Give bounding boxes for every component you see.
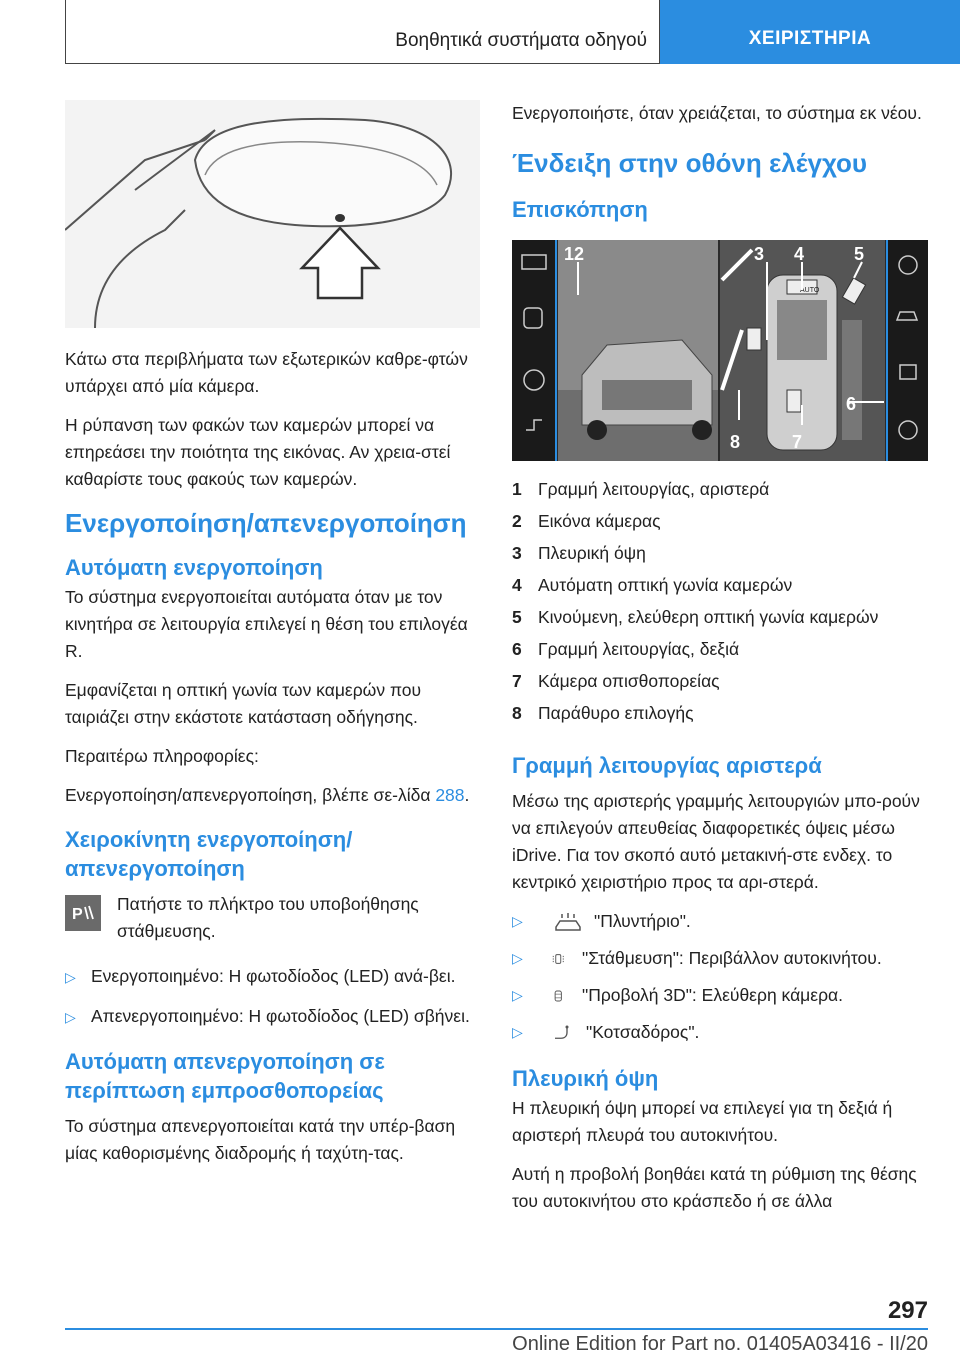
parking-view-icon (552, 948, 572, 970)
more-info-text: Περαιτέρω πληροφορίες: (65, 746, 259, 766)
bullet-deactivated: ▷ Απενεργοποιημένο: Η φωτοδίοδος (LED) σβήνει. (65, 1003, 480, 1031)
header-chapter-tab: ΧΕΙΡΙΣΤΗΡΙΑ (660, 0, 960, 64)
screen-label-4: 4 (794, 244, 805, 264)
parking-button-text: Πατήστε το πλήκτρο του υποβοήθησης στάθμευσης. (117, 894, 419, 941)
mirror-camera-text: Κάτω στα περιβλήματα των εξωτερικών καθρε-φτών υπάρχει από μία κάμερα. (65, 349, 468, 396)
legend-item: 4 Αυτόματη οπτική γωνία καμερών (512, 575, 793, 595)
heading-activation: Ενεργοποίηση/απενεργοποίηση (65, 508, 467, 538)
3d-view-icon (552, 985, 572, 1007)
bullet-triangle-icon: ▷ (512, 1024, 523, 1040)
screen-label-6: 6 (846, 394, 857, 414)
control-display-figure (512, 240, 928, 461)
legend-item: 6 Γραμμή λειτουργίας, δεξιά (512, 639, 740, 659)
heading-display: Ένδειξη στην οθόνη ελέγχου (512, 148, 868, 178)
lens-dirt-text: Η ρύπανση των φακών των καμερών μπορεί να επηρεάσει την ποιότητα της εικόνας. Αν χρεια-στεί καθαρίστε τους φακούς των καμερών. (65, 415, 451, 489)
bullet-activated: ▷ Ενεργοποιημένο: Η φωτοδίοδος (LED) ανά-βει. (65, 963, 480, 991)
option-trailer-hitch: ▷ "Κοτσαδόρος". (512, 1019, 928, 1046)
footer-edition: Online Edition for Part no. 01405A03416 - II/20 (512, 1333, 928, 1355)
legend-item: 3 Πλευρική όψη (512, 543, 646, 563)
side-view-purpose-text: Αυτή η προβολή βοηθάει κατά τη ρύθμιση της θέσης του αυτοκινήτου στο κράσπεδο ή σε άλλα (512, 1164, 917, 1211)
heading-side-view: Πλευρική όψη (512, 1066, 659, 1091)
header-section-title: Βοηθητικά συστήματα οδηγού (395, 30, 647, 51)
screen-label-7: 7 (792, 432, 803, 452)
option-parking: ▷ "Στάθμευση": Περιβάλλον αυτοκινήτου. (512, 945, 928, 972)
page-header (65, 0, 960, 64)
left-column (65, 100, 480, 1179)
page-link-288[interactable]: 288 (435, 785, 465, 805)
see-page-text: Ενεργοποίηση/απενεργοποίηση, βλέπε σε-λίδα 288. (65, 785, 470, 805)
legend-item: 2 Εικόνα κάμερας (512, 511, 661, 531)
legend-item: 8 Παράθυρο επιλογής (512, 703, 694, 723)
auto-activation-text: Το σύστημα ενεργοποιείται αυτόματα όταν με τον κινητήρα σε λειτουργία επιλεγεί η θέση του επιλογέα R. (65, 587, 468, 661)
heading-overview: Επισκόπηση (512, 197, 648, 222)
option-car-wash: ▷ "Πλυντήριο". (512, 908, 928, 935)
screen-label-2: 2 (574, 244, 585, 264)
page-number: 297 (887, 1297, 928, 1324)
camera-angle-text: Εμφανίζεται η οπτική γωνία των καμερών που ταιριάζει στην εκάστοτε κατάσταση οδήγησης. (65, 680, 422, 727)
bullet-triangle-icon: ▷ (512, 950, 523, 966)
heading-auto-deactivation: Αυτόματη απενεργοποίηση σε περίπτωση εμπροσθοπορείας (65, 1049, 385, 1103)
legend-item: 7 Κάμερα οπισθοπορείας (512, 671, 720, 691)
parking-assist-button-icon (65, 895, 101, 931)
control-display-illustration (512, 240, 928, 461)
trailer-hitch-icon (552, 1022, 576, 1044)
screen-label-5: 5 (854, 244, 865, 264)
legend-item: 5 Κινούμενη, ελεύθερη οπτική γωνία καμερών (512, 607, 879, 627)
svg-text:P: P (72, 906, 83, 923)
heading-manual-activation: Χειροκίνητη ενεργοποίηση/ απενεργοποίηση (65, 827, 353, 881)
auto-deactivation-text: Το σύστημα απενεργοποιείται κατά την υπέρ-βαση μίας καθορισμένης διαδρομής ή ταχύτη-τας. (65, 1116, 456, 1163)
bullet-triangle-icon: ▷ (65, 969, 76, 985)
footer-divider (65, 1328, 928, 1330)
header-section-box (65, 0, 660, 64)
screen-label-1: 1 (564, 244, 575, 264)
display-legend (512, 473, 928, 729)
screen-label-3: 3 (754, 244, 765, 264)
bullet-triangle-icon: ▷ (65, 1009, 76, 1025)
bullet-triangle-icon: ▷ (512, 913, 523, 929)
screen-label-8: 8 (730, 432, 741, 452)
heading-function-line: Γραμμή λειτουργίας αριστερά (512, 753, 822, 778)
function-line-text: Μέσω της αριστερής γραμμής λειτουργιών μπο-ρούν να επιλεγούν απευθείας διαφορετικές όψεις μέσω iDrive. Για τον σκοπό αυτό μετακινή-στε ενδεχ. το κεντρικό χειριστήριο προς τα αρι-στερά. (512, 791, 920, 892)
mirror-camera-illustration (65, 100, 480, 328)
car-wash-icon (552, 911, 584, 933)
bullet-triangle-icon: ▷ (512, 987, 523, 1003)
option-3d-view: ▷ "Προβολή 3D": Ελεύθερη κάμερα. (512, 982, 928, 1009)
legend-item: 1 Γραμμή λειτουργίας, αριστερά (512, 479, 770, 499)
mirror-camera-figure (65, 100, 480, 328)
auto-tag: AUTO (800, 287, 820, 294)
heading-auto-activation: Αυτόματη ενεργοποίηση (65, 555, 323, 580)
parking-button-row (65, 891, 480, 945)
reactivate-text: Ενεργοποιήστε, όταν χρειάζεται, το σύστημα εκ νέου. (512, 103, 922, 123)
right-column (512, 100, 928, 1227)
side-view-text: Η πλευρική όψη μπορεί να επιλεγεί για τη δεξιά ή αριστερή πλευρά του αυτοκινήτου. (512, 1098, 893, 1145)
